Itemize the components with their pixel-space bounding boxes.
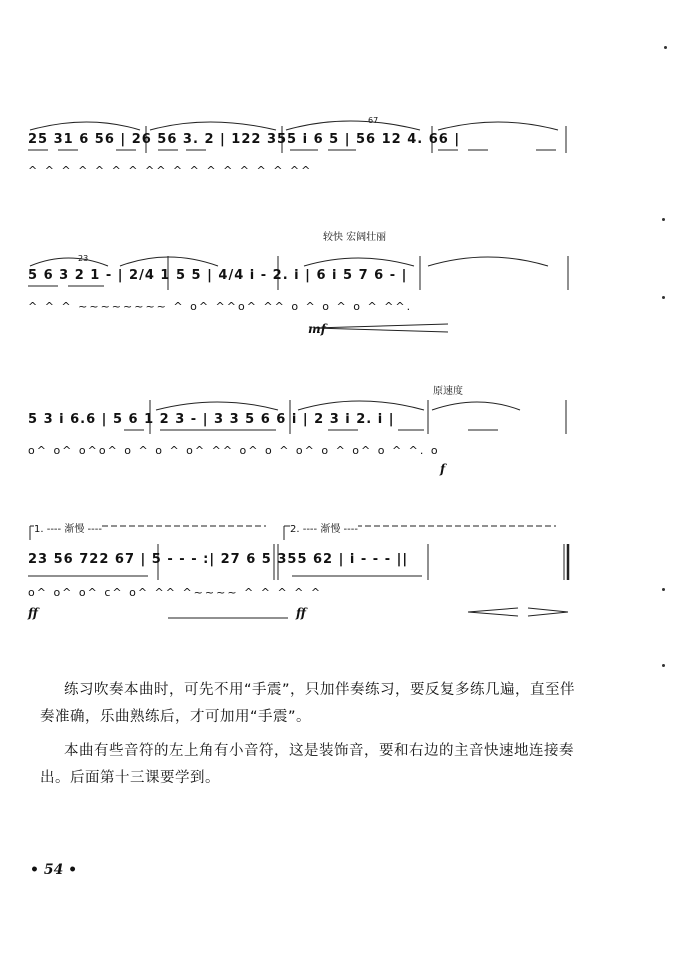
dynamic-f: f	[440, 462, 446, 476]
notes-line-4: 23 56 722 67 | 5 - - - :| 27 6 5 355 62 | i - - - ||	[28, 552, 409, 567]
dynamic-ff-2: ff	[296, 606, 306, 620]
instruction-paragraph-1: 练习吹奏本曲时，可先不用“手震”，只加伴奏练习，要反复多练几遍，直至伴奏准确，乐曲熟练后，才可加用“手震”。	[40, 682, 576, 725]
scan-speck	[662, 218, 665, 221]
instruction-paragraph-2: 本曲有些音符的左上角有小音符，这是装饰音，要和右边的主音快速地连接奏出。后面第十三课要学到。	[40, 743, 574, 786]
articulation-line-1: ^ ^ ^ ^ ^ ^ ^ ^^ ^ ^ ^ ^ ^ ^ ^ ^^	[28, 164, 313, 177]
scan-speck	[662, 588, 665, 591]
score-system-2	[28, 228, 578, 343]
articulation-line-2: ^ ^ ^ ~~~~~~~~ ^ o^ ^^o^ ^^ o ^ o ^ o ^ ^^.	[28, 300, 413, 313]
slurs-and-barlines-2	[28, 228, 578, 343]
tempo-marking-3: 原速度	[433, 386, 463, 397]
first-ending-bracket: 1. ---- 渐慢 ----	[34, 520, 102, 535]
score-system-4	[28, 518, 578, 633]
score-system-1	[28, 108, 578, 188]
tempo-marking-2: 较快 宏阔壮丽	[323, 232, 387, 243]
slurs-and-barlines-3	[28, 382, 578, 487]
dynamic-ff-1: ff	[28, 606, 38, 620]
score-system-3	[28, 382, 578, 487]
second-ending-bracket: 2. ---- 渐慢 ----	[290, 520, 358, 535]
scan-speck	[662, 296, 665, 299]
articulation-line-4: o^ o^ o^ c^ o^ ^^ ^~~~~ ^ ^ ^ ^ ^	[28, 586, 323, 599]
page-number: • 54 •	[30, 862, 78, 878]
dynamic-mf: mf	[308, 322, 326, 336]
articulation-line-3: o^ o^ o^o^ o ^ o ^ o^ ^^ o^ o ^ o^ o ^ o^ o ^ ^. o	[28, 444, 440, 457]
notes-line-1: 25 31 6 56 | 26 56 3. 2 | 122 355 i 6 5 | 56 12 4. 66 |	[28, 132, 461, 147]
notes-line-2: 5 6 3 2 1 - | 2/4 1 5 5 | 4/4 i - 2. i | 6 i 5 7 6 - |	[28, 268, 408, 283]
notes-line-3: 5 3 i 6.6 | 5 6 1 2 3 - | 3 3 5 6 6 i | 2 3 i 2. i |	[28, 412, 395, 427]
grace-note-2: 23	[78, 254, 89, 263]
grace-note-1: 67	[368, 116, 379, 125]
scan-speck	[662, 664, 665, 667]
scan-speck	[664, 46, 667, 49]
